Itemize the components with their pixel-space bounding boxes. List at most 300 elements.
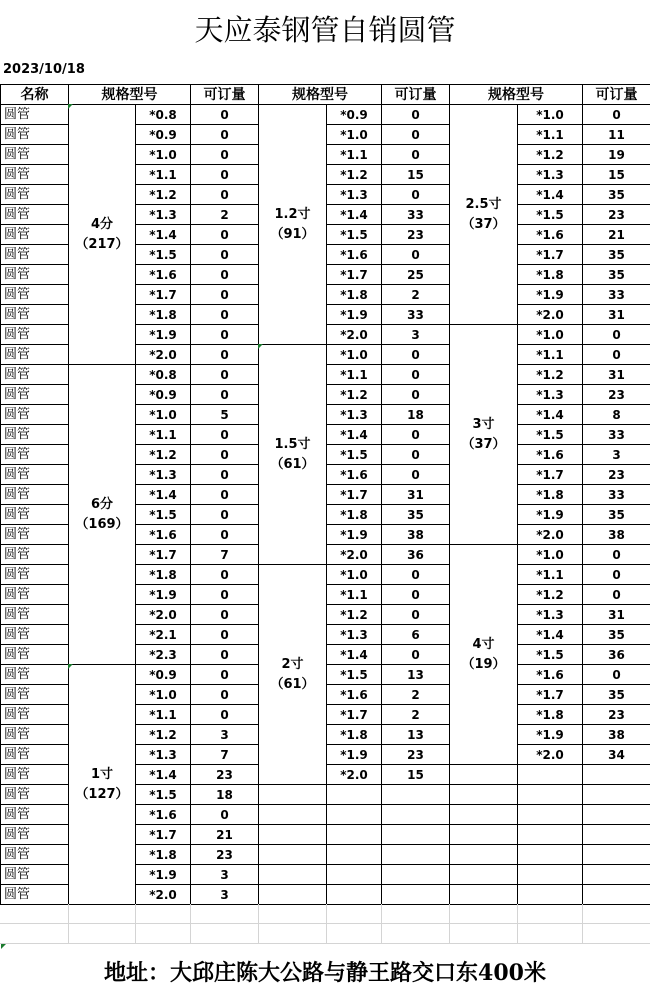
grid-line	[517, 904, 518, 944]
spec-cell: *0.9	[136, 385, 191, 405]
size-group-label: 1寸	[90, 766, 114, 782]
table-row	[1, 105, 650, 125]
spec-cell: *1.4	[327, 425, 382, 445]
item-name: 圆管	[1, 605, 69, 625]
empty-grid-area	[0, 904, 650, 944]
size-group-label: 4分	[90, 216, 114, 232]
spec-cell: *1.6	[327, 245, 382, 265]
size-group	[69, 105, 136, 365]
spec-cell: *1.3	[327, 185, 382, 205]
item-name: 圆管	[1, 105, 69, 125]
header-qty-3: 可订量	[583, 85, 650, 105]
spec-cell: *1.6	[136, 265, 191, 285]
spec-cell: *1.8	[518, 705, 583, 725]
item-name: 圆管	[1, 365, 69, 385]
item-name: 圆管	[1, 805, 69, 825]
size-group	[450, 545, 518, 765]
size-group	[259, 565, 327, 785]
spec-cell: *1.0	[518, 105, 583, 125]
item-name: 圆管	[1, 165, 69, 185]
spec-cell: *1.6	[327, 465, 382, 485]
item-name: 圆管	[1, 625, 69, 645]
header-spec-3: 规格型号	[450, 85, 583, 105]
qty-cell: 0	[191, 345, 259, 365]
spec-cell: *0.8	[136, 105, 191, 125]
qty-cell: 0	[191, 245, 259, 265]
item-name: 圆管	[1, 745, 69, 765]
size-group-total: （19）	[461, 656, 506, 672]
qty-cell: 0	[191, 185, 259, 205]
size-group-label: 6分	[90, 496, 114, 512]
spec-cell: *1.8	[136, 565, 191, 585]
spec-cell: *0.9	[136, 125, 191, 145]
grid-line	[582, 904, 583, 944]
spec-cell: *1.9	[136, 585, 191, 605]
item-name: 圆管	[1, 725, 69, 745]
qty-cell: 23	[382, 745, 450, 765]
spec-cell: *2.0	[136, 885, 191, 905]
qty-cell: 0	[382, 345, 450, 365]
item-name: 圆管	[1, 425, 69, 445]
spec-cell: *1.0	[136, 145, 191, 165]
qty-cell: 0	[191, 165, 259, 185]
item-name: 圆管	[1, 325, 69, 345]
qty-cell: 7	[191, 745, 259, 765]
size-group-label: 1.5寸	[274, 436, 311, 452]
spec-cell: *1.6	[136, 525, 191, 545]
qty-cell: 0	[191, 145, 259, 165]
item-name: 圆管	[1, 885, 69, 905]
spec-cell: *1.3	[136, 745, 191, 765]
spec-cell: *1.3	[327, 625, 382, 645]
qty-cell: 3	[191, 725, 259, 745]
size-group	[259, 105, 327, 345]
qty-cell: 0	[191, 105, 259, 125]
qty-cell: 36	[382, 545, 450, 565]
qty-cell: 35	[583, 505, 650, 525]
item-name: 圆管	[1, 465, 69, 485]
empty-cell	[382, 845, 450, 865]
empty-cell	[382, 805, 450, 825]
spec-cell: *1.5	[518, 645, 583, 665]
qty-cell: 0	[583, 545, 650, 565]
spec-cell: *1.1	[136, 425, 191, 445]
qty-cell: 25	[382, 265, 450, 285]
item-name: 圆管	[1, 825, 69, 845]
size-group-total: （91）	[270, 226, 315, 242]
spec-cell: *1.3	[136, 465, 191, 485]
spec-cell: *0.9	[136, 665, 191, 685]
item-name: 圆管	[1, 185, 69, 205]
empty-cell	[583, 845, 650, 865]
qty-cell: 0	[382, 465, 450, 485]
qty-cell: 15	[382, 165, 450, 185]
grid-line	[190, 904, 191, 944]
qty-cell: 11	[583, 125, 650, 145]
empty-cell	[327, 865, 382, 885]
spec-cell: *1.4	[136, 765, 191, 785]
spec-cell: *1.2	[518, 145, 583, 165]
empty-cell	[583, 805, 650, 825]
spec-cell: *1.5	[136, 505, 191, 525]
empty-cell	[327, 805, 382, 825]
qty-cell: 0	[583, 105, 650, 125]
qty-cell: 0	[191, 625, 259, 645]
spec-cell: *1.6	[327, 685, 382, 705]
qty-cell: 0	[191, 425, 259, 445]
qty-cell: 23	[191, 765, 259, 785]
qty-cell: 31	[583, 305, 650, 325]
qty-cell: 35	[583, 245, 650, 265]
qty-cell: 31	[382, 485, 450, 505]
cell-marker	[68, 104, 73, 109]
spec-cell: *1.9	[327, 745, 382, 765]
size-group-total: （37）	[461, 216, 506, 232]
spec-cell: *1.8	[327, 725, 382, 745]
item-name: 圆管	[1, 305, 69, 325]
qty-cell: 3	[191, 885, 259, 905]
qty-cell: 36	[583, 645, 650, 665]
item-name: 圆管	[1, 285, 69, 305]
spec-cell: *1.9	[518, 505, 583, 525]
qty-cell: 0	[382, 445, 450, 465]
qty-cell: 0	[583, 565, 650, 585]
qty-cell: 0	[191, 365, 259, 385]
spec-cell: *1.0	[518, 325, 583, 345]
spec-cell: *1.3	[518, 385, 583, 405]
qty-cell: 0	[382, 605, 450, 625]
qty-cell: 23	[191, 845, 259, 865]
item-name: 圆管	[1, 765, 69, 785]
empty-cell	[327, 845, 382, 865]
item-name: 圆管	[1, 845, 69, 865]
spec-cell: *2.0	[518, 305, 583, 325]
spec-cell: *2.0	[136, 605, 191, 625]
size-group	[259, 345, 327, 565]
qty-cell: 0	[191, 525, 259, 545]
spec-cell: *2.0	[518, 745, 583, 765]
header-row	[1, 85, 650, 105]
empty-cell	[259, 825, 327, 845]
spec-cell: *1.6	[136, 805, 191, 825]
qty-cell: 8	[583, 405, 650, 425]
spec-cell: *1.6	[518, 445, 583, 465]
qty-cell: 3	[382, 325, 450, 345]
empty-cell	[583, 765, 650, 785]
spec-cell: *1.3	[518, 165, 583, 185]
spec-cell: *1.8	[327, 285, 382, 305]
qty-cell: 0	[191, 705, 259, 725]
spec-cell: *1.6	[518, 225, 583, 245]
empty-cell	[259, 805, 327, 825]
qty-cell: 33	[583, 425, 650, 445]
empty-cell	[450, 865, 518, 885]
spec-cell: *1.4	[518, 625, 583, 645]
size-group-total: （169）	[75, 516, 129, 532]
spec-cell: *0.8	[136, 365, 191, 385]
qty-cell: 0	[191, 325, 259, 345]
qty-cell: 33	[583, 285, 650, 305]
item-name: 圆管	[1, 785, 69, 805]
empty-cell	[518, 865, 583, 885]
spec-cell: *1.1	[518, 125, 583, 145]
qty-cell: 19	[583, 145, 650, 165]
spec-cell: *1.2	[136, 725, 191, 745]
item-name: 圆管	[1, 145, 69, 165]
size-group-total: （61）	[270, 456, 315, 472]
qty-cell: 0	[382, 125, 450, 145]
spec-cell: *1.6	[518, 665, 583, 685]
qty-cell: 6	[382, 625, 450, 645]
qty-cell: 0	[382, 145, 450, 165]
spec-cell: *1.2	[327, 605, 382, 625]
empty-cell	[450, 845, 518, 865]
size-group-total: （127）	[75, 786, 129, 802]
qty-cell: 0	[191, 645, 259, 665]
qty-cell: 2	[382, 285, 450, 305]
spec-cell: *1.4	[327, 205, 382, 225]
spec-cell: *1.0	[136, 685, 191, 705]
spec-cell: *1.3	[327, 405, 382, 425]
spec-cell: *1.8	[136, 305, 191, 325]
qty-cell: 0	[191, 605, 259, 625]
empty-cell	[259, 865, 327, 885]
qty-cell: 35	[583, 265, 650, 285]
empty-cell	[259, 785, 327, 805]
qty-cell: 0	[191, 125, 259, 145]
empty-cell	[327, 885, 382, 905]
size-group-label: 2寸	[281, 656, 304, 672]
qty-cell: 2	[191, 205, 259, 225]
spec-cell: *1.0	[518, 545, 583, 565]
size-group-label: 2.5寸	[465, 196, 502, 212]
grid-line	[381, 904, 382, 944]
item-name: 圆管	[1, 505, 69, 525]
empty-cell	[518, 825, 583, 845]
spec-cell: *1.1	[327, 365, 382, 385]
qty-cell: 38	[583, 525, 650, 545]
qty-cell: 0	[382, 365, 450, 385]
qty-cell: 0	[191, 225, 259, 245]
spec-cell: *1.5	[136, 785, 191, 805]
empty-cell	[450, 885, 518, 905]
qty-cell: 15	[382, 765, 450, 785]
qty-cell: 2	[382, 705, 450, 725]
spec-cell: *1.7	[327, 485, 382, 505]
qty-cell: 5	[191, 405, 259, 425]
qty-cell: 15	[583, 165, 650, 185]
item-name: 圆管	[1, 225, 69, 245]
spec-cell: *1.9	[136, 865, 191, 885]
size-group	[69, 365, 136, 665]
item-name: 圆管	[1, 125, 69, 145]
qty-cell: 34	[583, 745, 650, 765]
qty-cell: 0	[191, 445, 259, 465]
table-body	[1, 105, 650, 905]
qty-cell: 0	[583, 665, 650, 685]
spec-cell: *1.5	[327, 665, 382, 685]
qty-cell: 0	[191, 305, 259, 325]
item-name: 圆管	[1, 485, 69, 505]
report-date: 2023/10/18	[3, 62, 85, 77]
qty-cell: 2	[382, 685, 450, 705]
qty-cell: 0	[191, 285, 259, 305]
qty-cell: 31	[583, 365, 650, 385]
empty-cell	[518, 845, 583, 865]
spec-cell: *1.7	[136, 285, 191, 305]
qty-cell: 23	[583, 465, 650, 485]
header-spec-1: 规格型号	[69, 85, 191, 105]
qty-cell: 0	[191, 685, 259, 705]
size-group-total: （61）	[270, 676, 315, 692]
header-name: 名称	[1, 85, 69, 105]
empty-grid-row	[0, 904, 650, 924]
spec-cell: *1.4	[518, 185, 583, 205]
spec-cell: *1.2	[136, 445, 191, 465]
qty-cell: 0	[191, 465, 259, 485]
item-name: 圆管	[1, 205, 69, 225]
qty-cell: 33	[382, 305, 450, 325]
item-name: 圆管	[1, 245, 69, 265]
empty-cell	[518, 885, 583, 905]
page-title: 天应泰钢管自销圆管	[194, 13, 456, 47]
item-name: 圆管	[1, 545, 69, 565]
item-name: 圆管	[1, 585, 69, 605]
qty-cell: 0	[382, 105, 450, 125]
item-name: 圆管	[1, 265, 69, 285]
spec-cell: *1.3	[518, 605, 583, 625]
empty-cell	[518, 765, 583, 785]
qty-cell: 0	[191, 805, 259, 825]
qty-cell: 33	[382, 205, 450, 225]
grid-line	[326, 904, 327, 944]
spec-cell: *1.7	[518, 685, 583, 705]
qty-cell: 0	[382, 385, 450, 405]
spec-cell: *1.5	[327, 225, 382, 245]
qty-cell: 35	[382, 505, 450, 525]
empty-cell	[259, 845, 327, 865]
qty-cell: 0	[382, 185, 450, 205]
empty-cell	[450, 785, 518, 805]
spec-cell: *1.8	[327, 505, 382, 525]
qty-cell: 23	[583, 385, 650, 405]
empty-cell	[259, 885, 327, 905]
qty-cell: 0	[583, 585, 650, 605]
empty-cell	[518, 785, 583, 805]
qty-cell: 0	[382, 565, 450, 585]
size-group-total: （37）	[461, 436, 506, 452]
header-qty-1: 可订量	[191, 85, 259, 105]
empty-cell	[583, 885, 650, 905]
spec-cell: *1.1	[136, 165, 191, 185]
spec-cell: *1.8	[518, 485, 583, 505]
qty-cell: 7	[191, 545, 259, 565]
item-name: 圆管	[1, 385, 69, 405]
spec-cell: *1.8	[518, 265, 583, 285]
spec-cell: *1.5	[136, 245, 191, 265]
qty-cell: 31	[583, 605, 650, 625]
spec-cell: *1.7	[518, 465, 583, 485]
spec-cell: *1.1	[518, 565, 583, 585]
qty-cell: 35	[583, 185, 650, 205]
item-name: 圆管	[1, 445, 69, 465]
empty-cell	[327, 785, 382, 805]
spec-cell: *1.2	[136, 185, 191, 205]
qty-cell: 33	[583, 485, 650, 505]
spec-cell: *1.1	[327, 585, 382, 605]
spec-cell: *1.4	[136, 485, 191, 505]
spec-cell: *1.4	[136, 225, 191, 245]
empty-cell	[382, 885, 450, 905]
spec-cell: *1.4	[327, 645, 382, 665]
header-qty-2: 可订量	[382, 85, 450, 105]
empty-cell	[450, 825, 518, 845]
spec-cell: *1.7	[136, 825, 191, 845]
spec-cell: *1.1	[136, 705, 191, 725]
grid-line	[68, 904, 69, 944]
spec-cell: *0.9	[327, 105, 382, 125]
spec-cell: *2.0	[136, 345, 191, 365]
size-group	[450, 105, 518, 325]
spec-cell: *1.3	[136, 205, 191, 225]
item-name: 圆管	[1, 665, 69, 685]
spec-cell: *1.2	[327, 165, 382, 185]
spec-cell: *1.9	[518, 725, 583, 745]
item-name: 圆管	[1, 345, 69, 365]
item-name: 圆管	[1, 705, 69, 725]
qty-cell: 0	[191, 385, 259, 405]
item-name: 圆管	[1, 565, 69, 585]
empty-cell	[382, 865, 450, 885]
qty-cell: 0	[191, 585, 259, 605]
item-name: 圆管	[1, 525, 69, 545]
spec-cell: *1.0	[327, 345, 382, 365]
qty-cell: 35	[583, 625, 650, 645]
qty-cell: 0	[191, 505, 259, 525]
spec-cell: *1.7	[327, 265, 382, 285]
spec-cell: *2.0	[518, 525, 583, 545]
spec-cell: *2.0	[327, 765, 382, 785]
item-name: 圆管	[1, 405, 69, 425]
item-name: 圆管	[1, 865, 69, 885]
qty-cell: 23	[583, 205, 650, 225]
qty-cell: 0	[191, 265, 259, 285]
cell-marker	[258, 344, 263, 349]
grid-line	[258, 904, 259, 944]
qty-cell: 35	[583, 685, 650, 705]
spec-cell: *1.0	[327, 565, 382, 585]
spec-cell: *1.2	[327, 385, 382, 405]
empty-cell	[450, 765, 518, 785]
spec-cell: *1.8	[136, 845, 191, 865]
item-name: 圆管	[1, 645, 69, 665]
qty-cell: 21	[583, 225, 650, 245]
empty-cell	[583, 865, 650, 885]
empty-cell	[583, 825, 650, 845]
qty-cell: 13	[382, 725, 450, 745]
qty-cell: 3	[583, 445, 650, 465]
spec-cell: *1.4	[518, 405, 583, 425]
qty-cell: 13	[382, 665, 450, 685]
spec-cell: *1.5	[518, 425, 583, 445]
address-footer: 地址：大邱庄陈大公路与静王路交口东400米	[104, 960, 546, 986]
spec-cell: *2.0	[327, 325, 382, 345]
empty-cell	[382, 825, 450, 845]
grid-line	[449, 904, 450, 944]
size-group-total: （217）	[75, 236, 129, 252]
spec-cell: *1.0	[136, 405, 191, 425]
spec-cell: *2.0	[327, 545, 382, 565]
